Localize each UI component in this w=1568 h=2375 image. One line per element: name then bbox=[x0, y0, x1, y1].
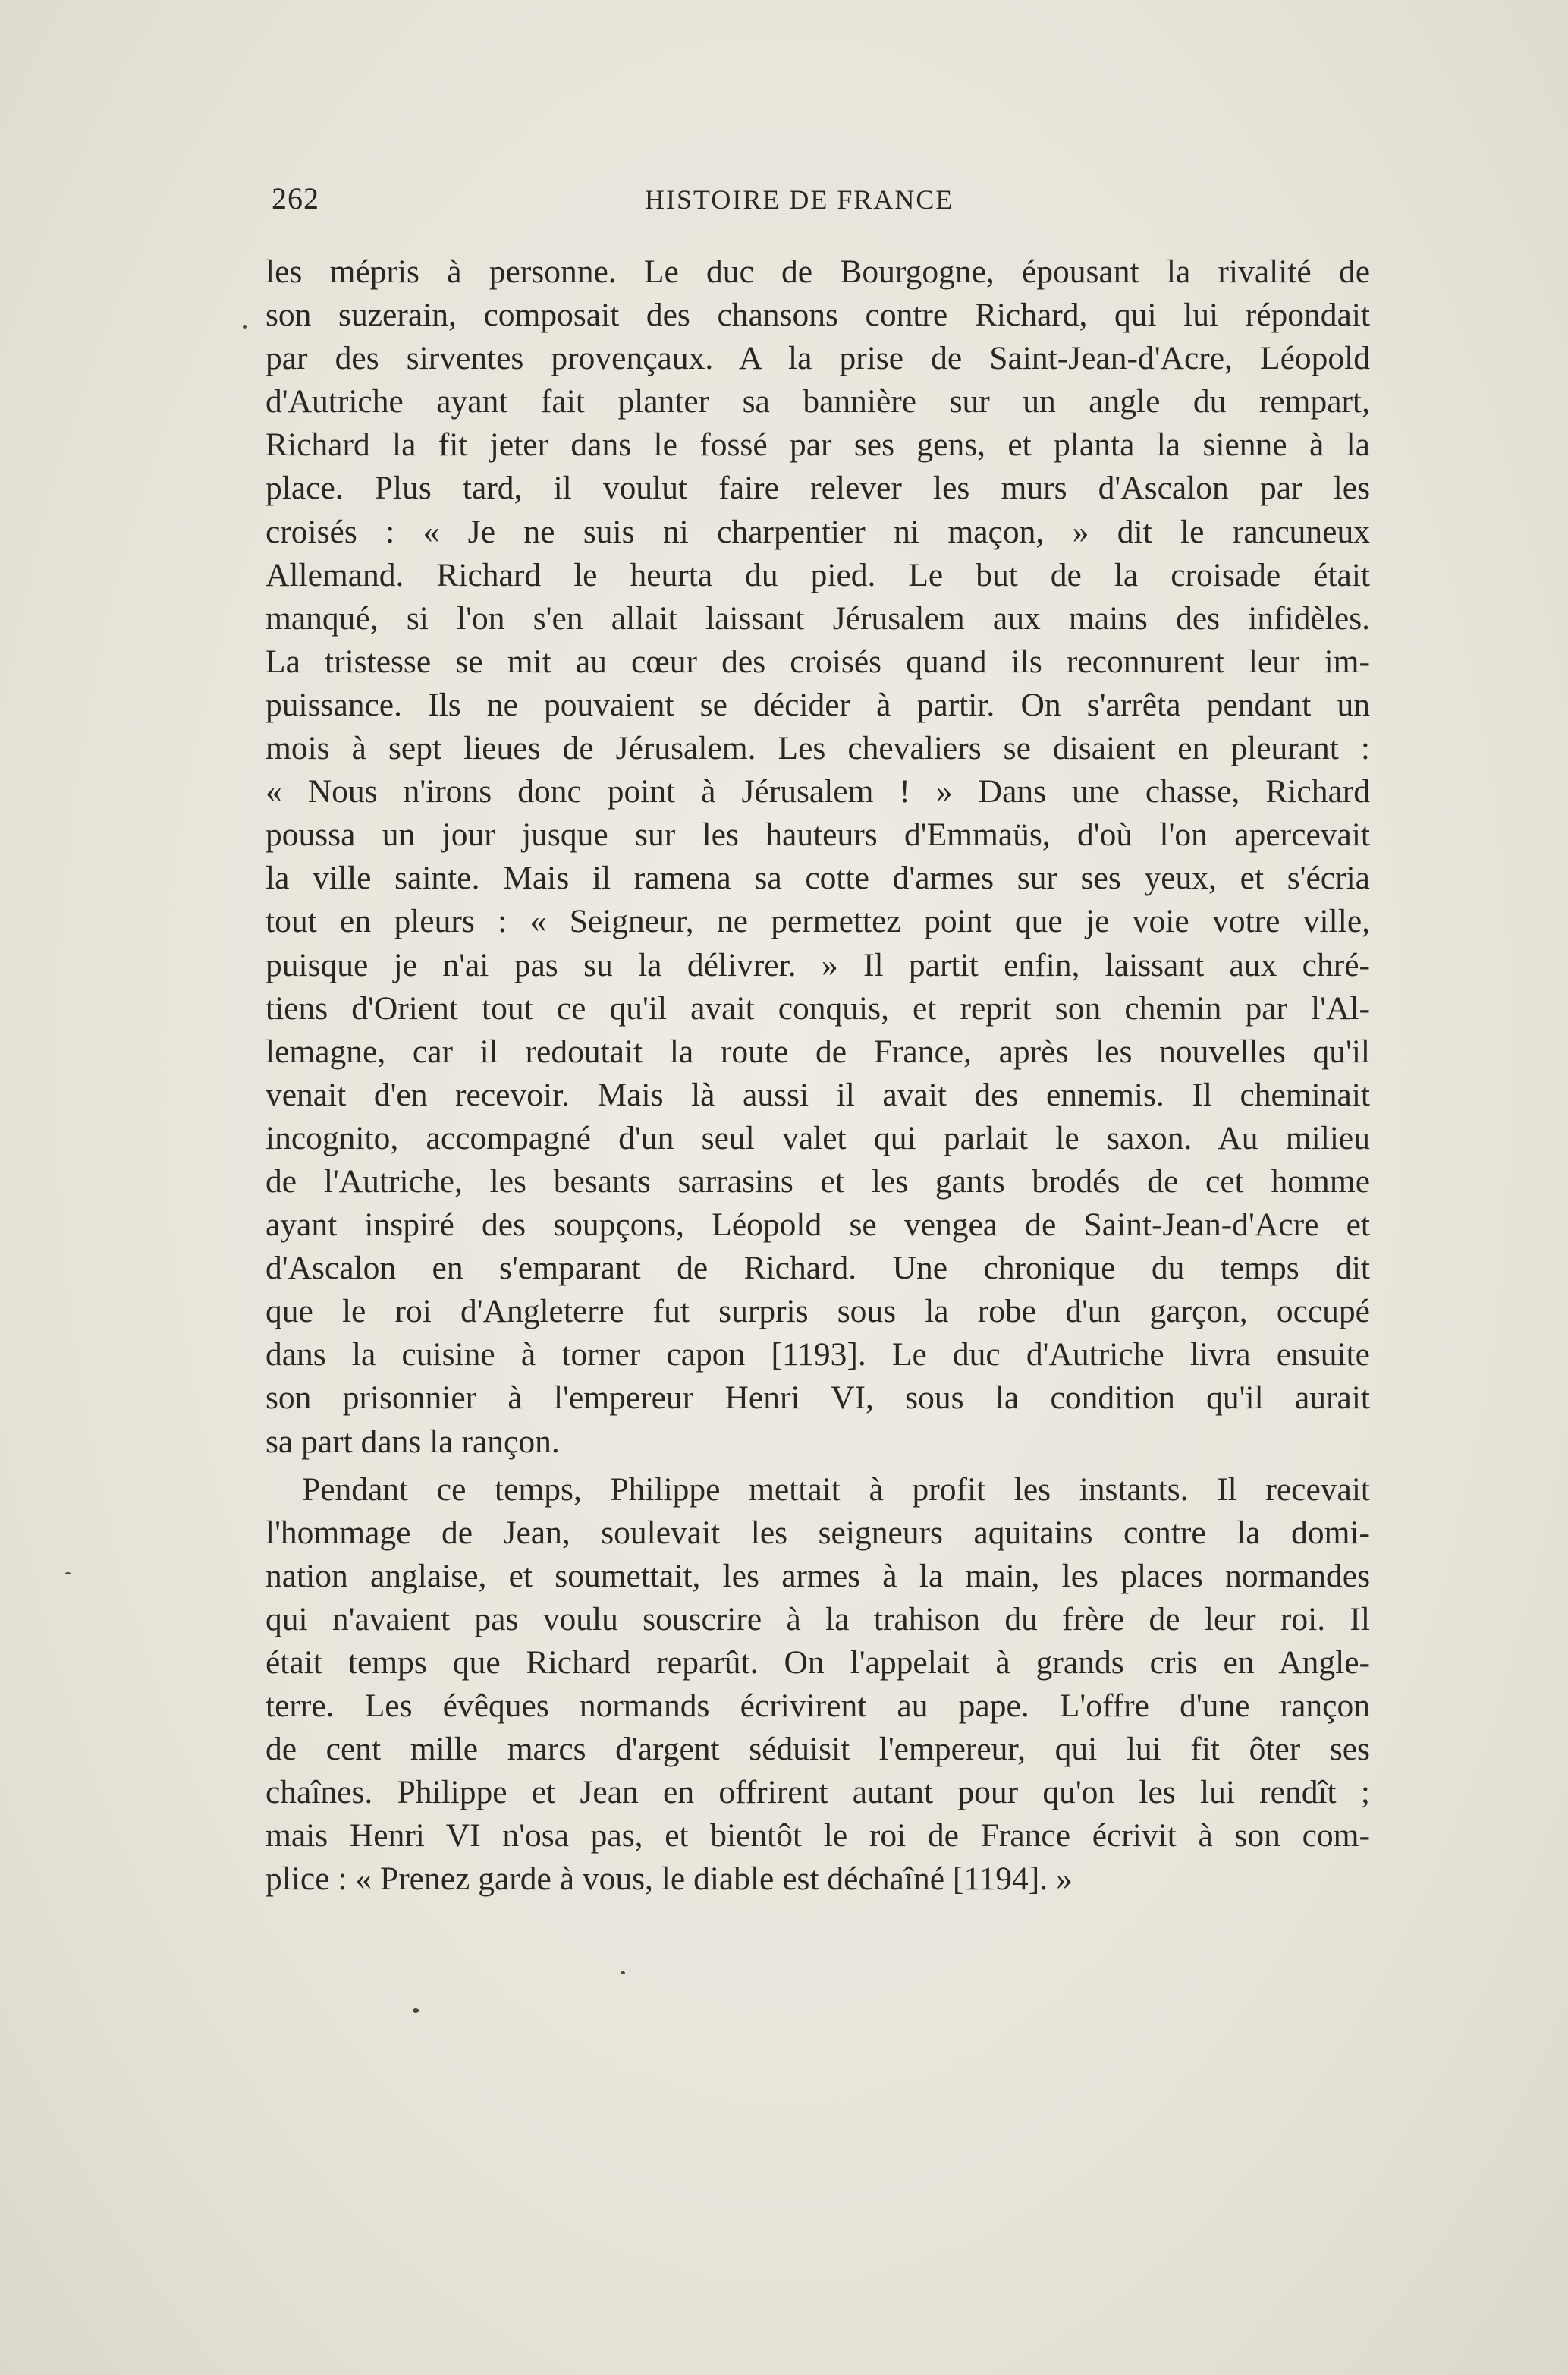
text-line: son suzerain, composait des chansons contre Richard, qui lui répondait bbox=[266, 297, 1370, 334]
text-line: chaînes. Philippe et Jean en offrirent autant pour qu'on les lui rendît ; bbox=[266, 1774, 1370, 1811]
text-line: place. Plus tard, il voulut faire relever les murs d'Ascalon par les bbox=[266, 470, 1370, 507]
text-line: la ville sainte. Mais il ramena sa cotte d'armes sur ses yeux, et s'écria bbox=[266, 860, 1370, 897]
text-line: lemagne, car il redoutait la route de France, après les nouvelles qu'il bbox=[266, 1033, 1370, 1070]
body-text bbox=[266, 250, 1370, 1902]
ink-speck bbox=[65, 1572, 71, 1574]
text-line: incognito, accompagné d'un seul valet qui parlait le saxon. Au milieu bbox=[266, 1119, 1370, 1156]
text-line: son prisonnier à l'empereur Henri VI, sous la condition qu'il aurait bbox=[266, 1379, 1370, 1417]
ink-speck bbox=[621, 1971, 625, 1974]
text-line: de l'Autriche, les besants sarrasins et les gants brodés de cet homme bbox=[266, 1162, 1370, 1200]
text-line: venait d'en recevoir. Mais là aussi il avait des ennemis. Il cheminait bbox=[266, 1076, 1370, 1113]
ink-speck bbox=[243, 325, 247, 329]
text-line: La tristesse se mit au cœur des croisés quand ils reconnurent leur im- bbox=[266, 643, 1370, 680]
page-number: 262 bbox=[272, 181, 319, 215]
text-line: puisque je n'ai pas su la délivrer. » Il partit enfin, laissant aux chré- bbox=[266, 946, 1370, 983]
text-line: manqué, si l'on s'en allait laissant Jérusalem aux mains des infidèles. bbox=[266, 599, 1370, 637]
text-line: sa part dans la rançon. bbox=[266, 1423, 560, 1460]
text-line: dans la cuisine à torner capon [1193]. Le duc d'Autriche livra ensuite bbox=[266, 1336, 1370, 1373]
text-line: « Nous n'irons donc point à Jérusalem ! » Dans une chasse, Richard bbox=[266, 773, 1370, 810]
text-line: nation anglaise, et soumettait, les armes à la main, les places normandes bbox=[266, 1557, 1370, 1594]
running-header bbox=[272, 181, 1370, 226]
text-line: par des sirventes provençaux. A la prise de Saint-Jean-d'Acre, Léopold bbox=[266, 340, 1370, 377]
text-line: Richard la fit jeter dans le fossé par ses gens, et planta la sienne à la bbox=[266, 426, 1370, 464]
text-line: mois à sept lieues de Jérusalem. Les chevaliers se disaient en pleurant : bbox=[266, 730, 1370, 767]
running-title: HISTOIRE DE FRANCE bbox=[645, 184, 954, 215]
paragraph-1 bbox=[266, 250, 1370, 1464]
text-line: qui n'avaient pas voulu souscrire à la trahison du frère de leur roi. Il bbox=[266, 1600, 1370, 1637]
text-line: Allemand. Richard le heurta du pied. Le but de la croisade était bbox=[266, 556, 1370, 593]
text-line: poussa un jour jusque sur les hauteurs d'Emmaüs, d'où l'on apercevait bbox=[266, 816, 1370, 854]
text-line: tout en pleurs : « Seigneur, ne permettez point que je voie votre ville, bbox=[266, 903, 1370, 940]
text-line: l'hommage de Jean, soulevait les seigneurs aquitains contre la domi- bbox=[266, 1514, 1370, 1551]
text-line: plice : « Prenez garde à vous, le diable est déchaîné [1194]. » bbox=[266, 1861, 1073, 1898]
text-line: d'Ascalon en s'emparant de Richard. Une chronique du temps dit bbox=[266, 1250, 1370, 1287]
text-line: puissance. Ils ne pouvaient se décider à partir. On s'arrêta pendant un bbox=[266, 686, 1370, 723]
paragraph-2 bbox=[266, 1468, 1370, 1902]
text-line: d'Autriche ayant fait planter sa bannière sur un angle du rempart, bbox=[266, 383, 1370, 420]
text-line: tiens d'Orient tout ce qu'il avait conquis, et reprit son chemin par l'Al- bbox=[266, 989, 1370, 1027]
text-line: de cent mille marcs d'argent séduisit l'empereur, qui lui fit ôter ses bbox=[266, 1731, 1370, 1768]
text-line: croisés : « Je ne suis ni charpentier ni maçon, » dit le rancuneux bbox=[266, 513, 1370, 550]
text-line: Pendant ce temps, Philippe mettait à profit les instants. Il recevait bbox=[302, 1471, 1370, 1508]
ink-speck bbox=[413, 2008, 419, 2013]
text-line: mais Henri VI n'osa pas, et bientôt le roi de France écrivit à son com- bbox=[266, 1817, 1370, 1854]
text-line: les mépris à personne. Le duc de Bourgogne, épousant la rivalité de bbox=[266, 253, 1370, 290]
text-line: était temps que Richard reparût. On l'appelait à grands cris en Angle- bbox=[266, 1644, 1370, 1681]
text-line: que le roi d'Angleterre fut surpris sous la robe d'un garçon, occupé bbox=[266, 1293, 1370, 1330]
text-line: terre. Les évêques normands écrivirent au pape. L'offre d'une rançon bbox=[266, 1688, 1370, 1725]
text-line: ayant inspiré des soupçons, Léopold se vengea de Saint-Jean-d'Acre et bbox=[266, 1206, 1370, 1244]
